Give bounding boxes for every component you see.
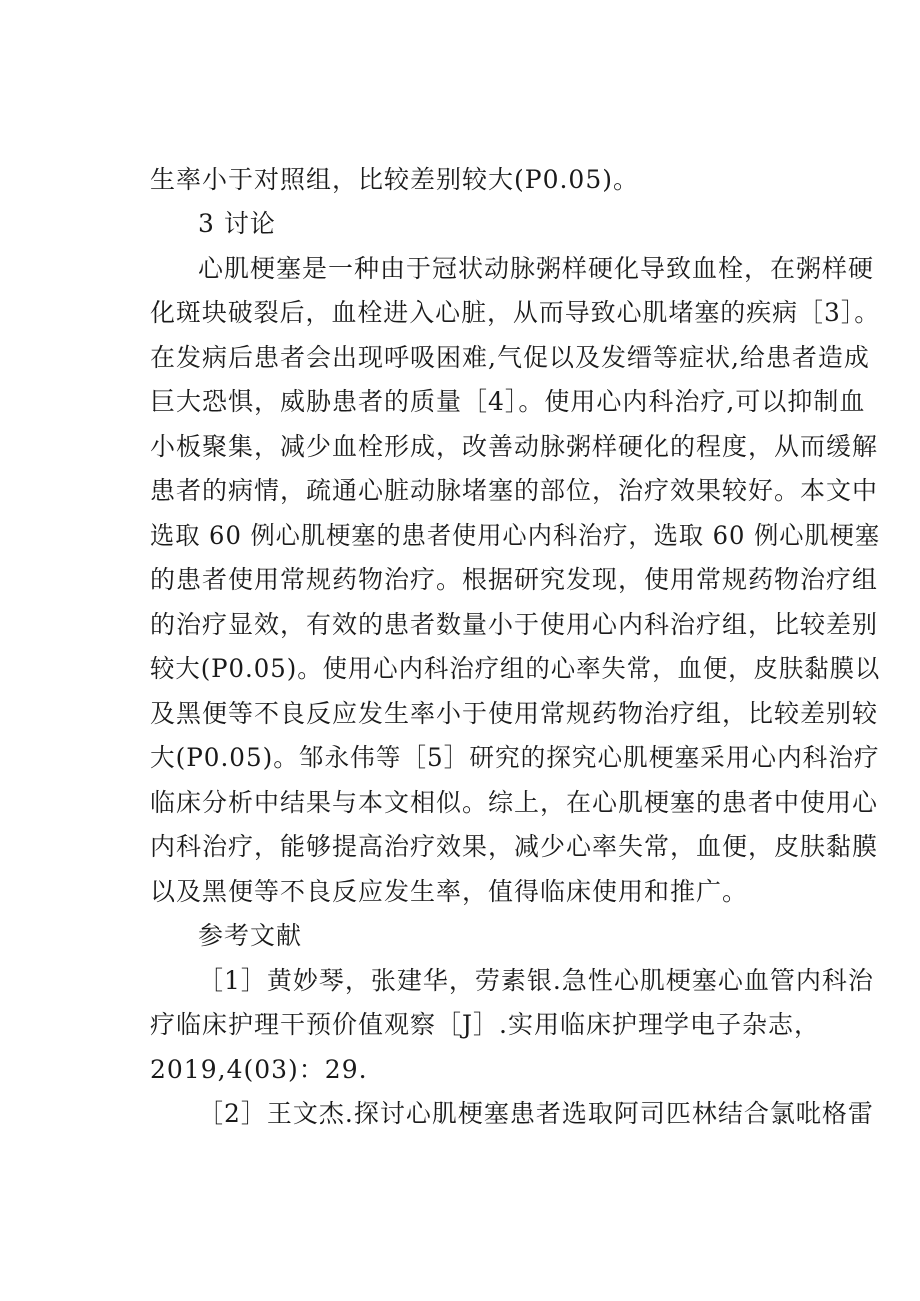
text-line: 大(P0.05)。邹永伟等［5］研究的探究心肌梗塞采用心内科治疗 <box>150 743 880 772</box>
text-line: 生率小于对照组，比较差别较大(P0.05)。 <box>150 165 639 194</box>
text-line: 小板聚集，减少血栓形成，改善动脉粥样硬化的程度，从而缓解 <box>150 432 879 461</box>
text-line: 临床分析中结果与本文相似。综上，在心肌梗塞的患者中使用心 <box>150 788 879 817</box>
text-line: 心肌梗塞是一种由于冠状动脉粥样硬化导致血栓，在粥样硬 <box>198 254 875 283</box>
text-line: 在发病后患者会出现呼吸困难,气促以及发缙等症状,给患者造成 <box>150 343 870 372</box>
text-line: 巨大恐惧，威胁患者的质量［4］。使用心内科治疗,可以抑制血 <box>150 387 866 416</box>
text-line: 患者的病情，疏通心脏动脉堵塞的部位，治疗效果较好。本文中 <box>150 476 879 505</box>
text-line: 化斑块破裂后，血栓进入心脏，从而导致心肌堵塞的疾病［3］。 <box>150 298 881 327</box>
reference-line: ［1］黄妙琴，张建华，劳素银.急性心肌梗塞心血管内科治 <box>198 966 874 995</box>
text-line: 的治疗显效，有效的患者数量小于使用心内科治疗组，比较差别 <box>150 610 879 639</box>
text-line: 内科治疗，能够提高治疗效果，减少心率失常，血便，皮肤黏膜 <box>150 832 879 861</box>
reference-line: 2019,4(03)：29. <box>150 1055 368 1084</box>
text-line: 的患者使用常规药物治疗。根据研究发现，使用常规药物治疗组 <box>150 565 879 594</box>
references-heading: 参考文献 <box>198 921 303 950</box>
text-line: 及黑便等不良反应发生率小于使用常规药物治疗组，比较差别较 <box>150 699 879 728</box>
text-line: 选取 60 例心肌梗塞的患者使用心内科治疗，选取 60 例心肌梗塞 <box>150 521 881 550</box>
text-line: 较大(P0.05)。使用心内科治疗组的心率失常，血便，皮肤黏膜以 <box>150 654 881 683</box>
reference-line: 疗临床护理干预价值观察［J］.实用临床护理学电子杂志， <box>150 1010 820 1039</box>
section-heading: 3 讨论 <box>198 209 276 238</box>
text-line: 以及黑便等不良反应发生率，值得临床使用和推广。 <box>150 877 749 906</box>
reference-line: ［2］王文杰.探讨心肌梗塞患者选取阿司匹林结合氯吡格雷 <box>198 1099 874 1128</box>
